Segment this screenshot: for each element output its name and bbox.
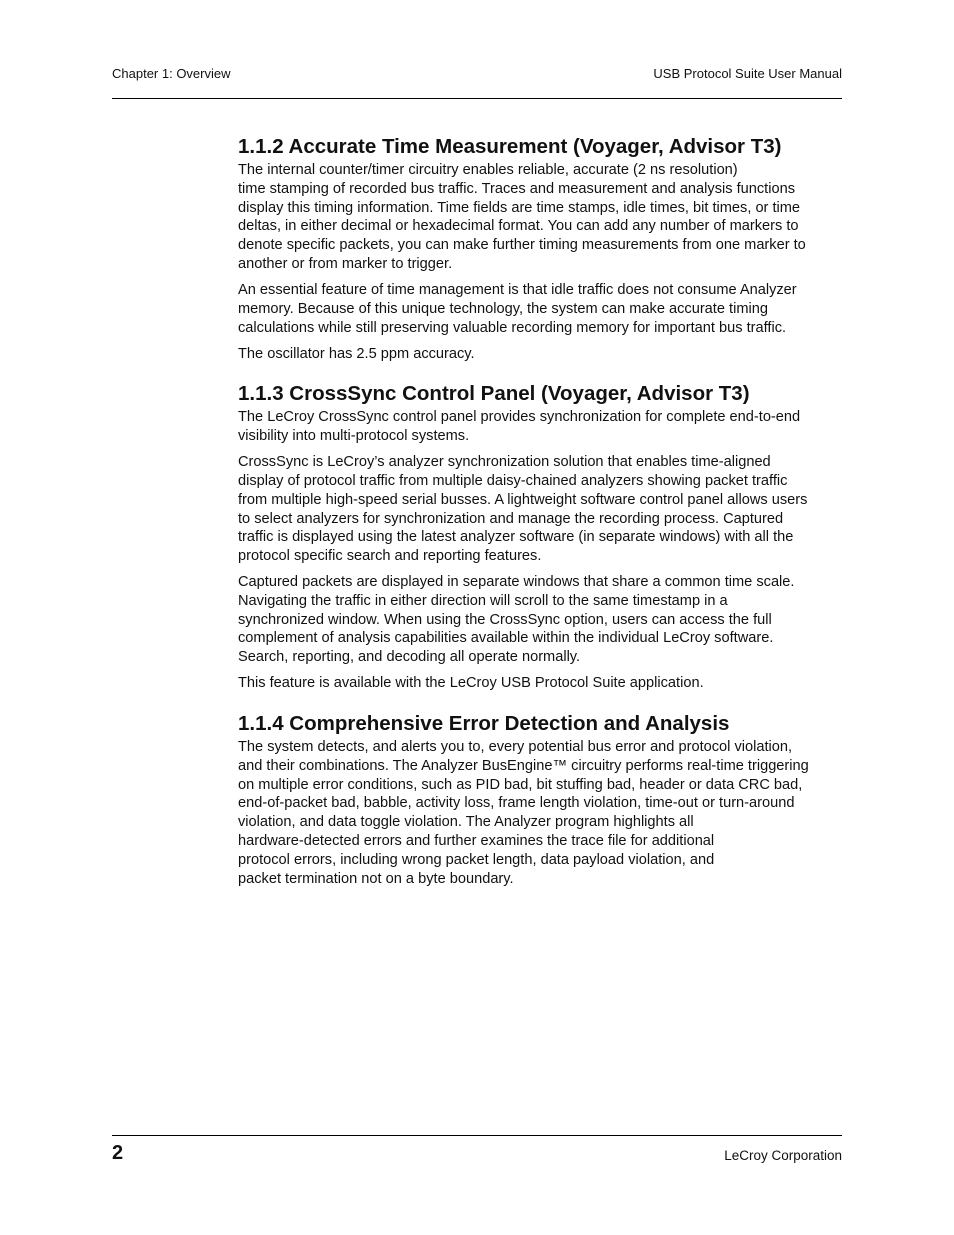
- text-line: hardware-detected errors and further examines the trace file for additional: [238, 833, 715, 850]
- text-line: Navigating the traffic in either direction will scroll to the same timestamp in a: [238, 592, 728, 609]
- section-heading: 1.1.4 Comprehensive Error Detection and Analysis: [238, 712, 730, 736]
- section-heading: 1.1.3 CrossSync Control Panel (Voyager, Advisor T3): [238, 382, 750, 406]
- text-line: packet termination not on a byte boundary.: [238, 870, 514, 887]
- header-rule: [112, 98, 842, 99]
- text-line: and their combinations. The Analyzer BusEngine™ circuitry performs real-time triggering: [238, 757, 809, 774]
- text-line: display of protocol traffic from multiple daisy-chained analyzers showing packet traffic: [238, 472, 788, 489]
- paragraph: [238, 453, 842, 566]
- text-line: The internal counter/timer circuitry enables reliable, accurate (2 ns resolution): [238, 162, 738, 178]
- text-line: time stamping of recorded bus traffic. Traces and measurement and analysis functions: [238, 180, 796, 197]
- text-line: calculations while still preserving valuable recording memory for important bus traffic.: [238, 319, 787, 336]
- footer-rule: [112, 1135, 842, 1136]
- section-heading: 1.1.2 Accurate Time Measurement (Voyager, Advisor T3): [238, 135, 782, 158]
- text-line: protocol specific search and reporting features.: [238, 548, 542, 565]
- paragraph: [238, 674, 842, 693]
- section-error-detection: [238, 711, 842, 888]
- text-line: violation, and data toggle violation. The Analyzer program highlights all: [238, 814, 694, 831]
- running-header-chapter: Chapter 1: Overview: [112, 66, 231, 81]
- text-line: The oscillator has 2.5 ppm accuracy.: [238, 345, 475, 362]
- text-line: An essential feature of time management is that idle traffic does not consume Analyzer: [238, 281, 797, 298]
- text-line: another or from marker to trigger.: [238, 255, 453, 272]
- text-line: Captured packets are displayed in separate windows that share a common time scale.: [238, 574, 795, 591]
- text-line: The system detects, and alerts you to, every potential bus error and protocol violation,: [238, 739, 793, 756]
- paragraph: [238, 161, 842, 274]
- text-line: This feature is available with the LeCroy USB Protocol Suite application.: [238, 675, 704, 692]
- text-line: from multiple high-speed serial busses. A lightweight software control panel allows users: [238, 491, 808, 508]
- page-body: [238, 134, 842, 906]
- text-line: complement of analysis capabilities available within the individual LeCroy software.: [238, 630, 774, 647]
- page-number: 2: [112, 1142, 124, 1164]
- text-line: protocol errors, including wrong packet length, data payload violation, and: [238, 851, 715, 868]
- text-line: denote specific packets, you can make further timing measurements from one marker to: [238, 237, 806, 254]
- text-line: end-of-packet bad, babble, activity loss, frame length violation, time-out or turn-around: [238, 795, 795, 812]
- section-time-measurement: [238, 134, 842, 363]
- text-line: CrossSync is LeCroy’s analyzer synchronization solution that enables time-aligned: [238, 454, 771, 471]
- text-line: visibility into multi-protocol systems.: [238, 428, 470, 445]
- text-line: traffic is displayed using the latest analyzer software (in separate windows) with all the: [238, 529, 794, 546]
- text-line: to select analyzers for synchronization and manage the recording process. Captured: [238, 510, 784, 527]
- section-crosssync: [238, 381, 842, 693]
- running-header-manual-title: USB Protocol Suite User Manual: [653, 66, 842, 81]
- text-line: on multiple error conditions, such as PID bad, bit stuffing bad, header or data CRC bad,: [238, 776, 803, 793]
- paragraph: [238, 573, 842, 667]
- text-line: display this timing information. Time fields are time stamps, idle times, bit times, or time: [238, 199, 801, 216]
- text-line: deltas, in either decimal or hexadecimal format. You can add any number of markers to: [238, 218, 799, 235]
- paragraph: [238, 281, 842, 337]
- text-line: Search, reporting, and decoding all operate normally.: [238, 649, 581, 666]
- text-line: memory. Because of this unique technology, the system can make accurate timing: [238, 300, 768, 317]
- paragraph: [238, 408, 842, 446]
- text-line: synchronized window. When using the CrossSync option, users can access the full: [238, 611, 772, 628]
- footer-company: LeCroy Corporation: [724, 1148, 842, 1163]
- paragraph: [238, 345, 842, 364]
- text-line: The LeCroy CrossSync control panel provides synchronization for complete end-to-end: [238, 409, 801, 426]
- paragraph: [238, 738, 842, 888]
